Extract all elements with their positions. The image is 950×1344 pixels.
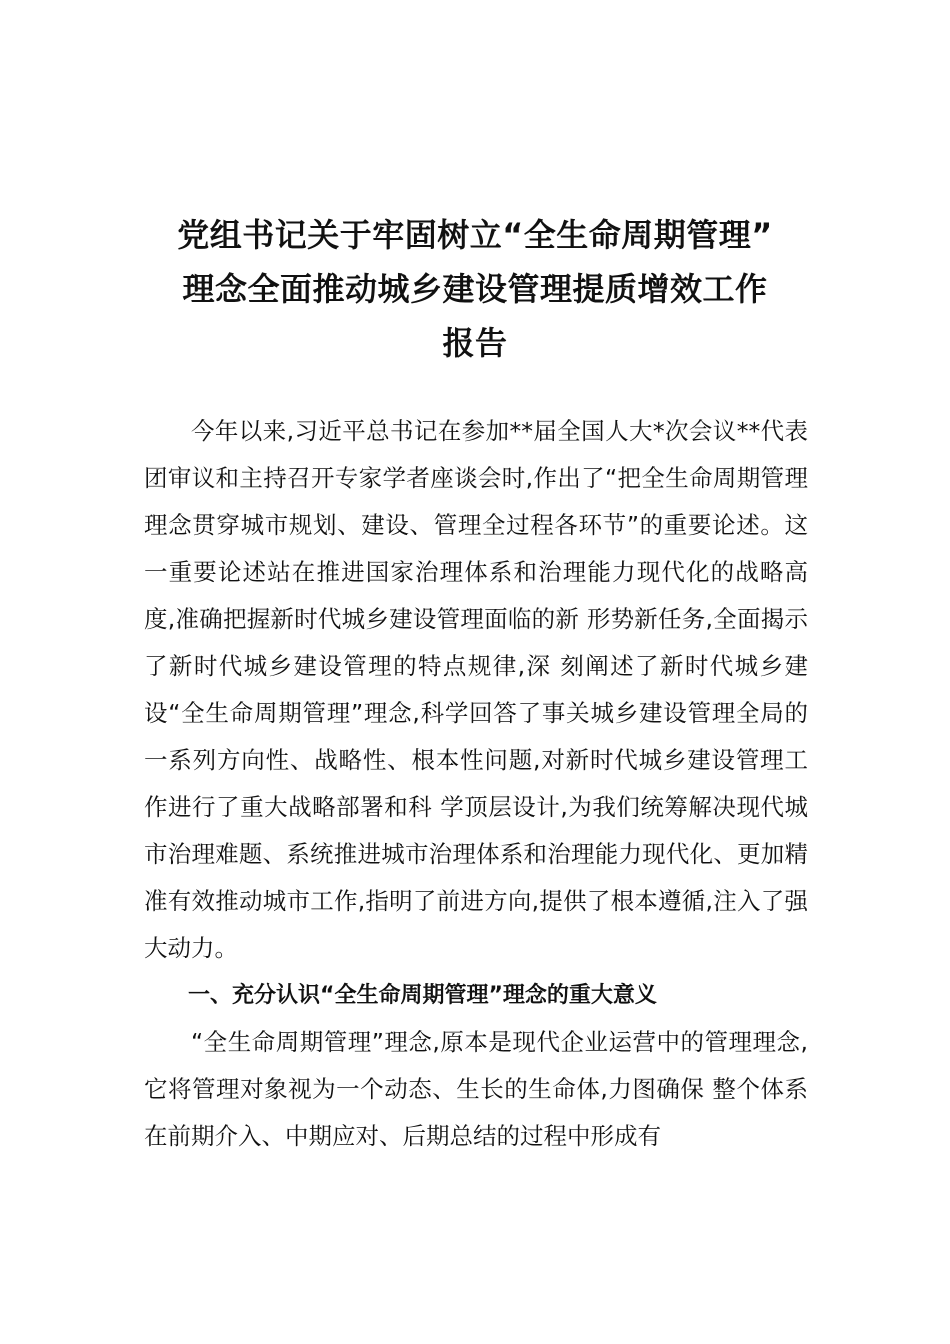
section-heading-1: 一、充分认识“全生命周期管理”理念的重大意义 bbox=[188, 983, 657, 1008]
paragraph-section-1: “全生命周期管理”理念,原本是现代企业运营中的管理理念,它将管理对象视为一个动态、生长的生命体,力图确保 整个体系在前期介入、中期应对、后期总结的过程中形成有 bbox=[144, 1028, 808, 1150]
paragraph-intro: 今年以来,习近平总书记在参加**届全国人大*次会议**代表团审议和主持召开专家学者座谈会时,作出了“把全生命周期管理理念贯穿城市规划、建设、管理全过程各环节”的重要论述。这一重要论述站在推进国家治理体系和治理能力现代化的战略高度,准确把握新时代城乡建设管理面临的新 形势新任务,全面揭示了新时代城乡建设管理的特点规律,深 刻阐述了新时代城乡建设“全生命周期管理”理念,科学回答了事关城乡建设管理全局的一系列方向性、战略性、根本性问题,对新时代城乡建设管理工作进行了重大战略部署和科 学顶层设计,为我们统筹解决现代城市治理难题、系统推进城市治理体系和治理能力现代化、更加精准有效推动城市工作,指明了前进方向,提供了根本遵循,注入了强大动力。 bbox=[144, 417, 808, 962]
title-line-1: 党组书记关于牢固树立“全生命周期管理” bbox=[177, 216, 773, 254]
document-body bbox=[144, 408, 808, 1160]
title-line-3: 报告 bbox=[442, 324, 508, 362]
document-title bbox=[130, 208, 820, 370]
title-line-2: 理念全面推动城乡建设管理提质增效工作 bbox=[182, 270, 768, 308]
